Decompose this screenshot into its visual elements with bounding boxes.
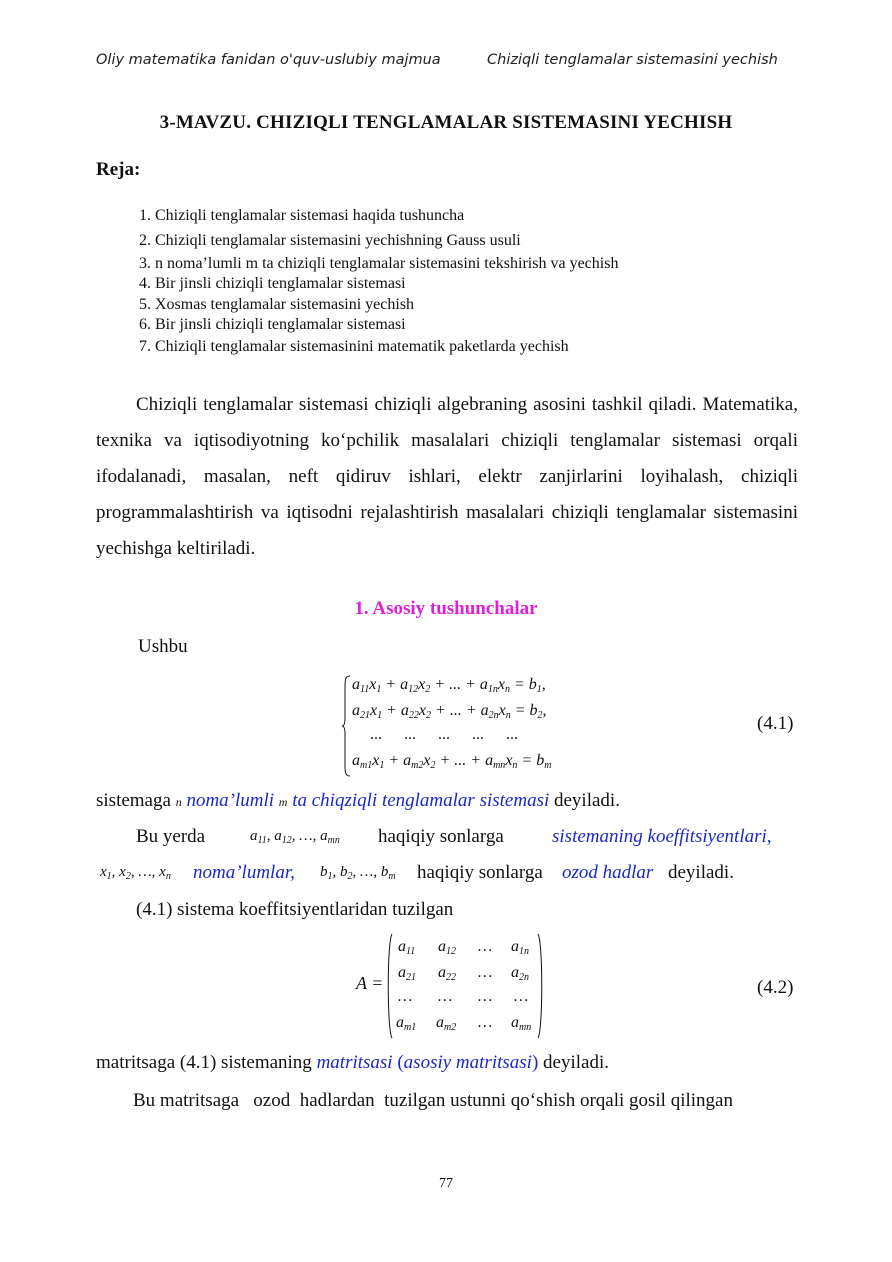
left-brace-icon	[342, 674, 352, 778]
matrix-cell: $a_{mn}$	[511, 1014, 532, 1033]
plan-item-2: 2. Chiziqli tenglamalar sistemasini yechishning Gauss usuli	[139, 232, 521, 249]
equation-system	[342, 672, 572, 776]
running-header-right: Chiziqli tenglamalar sistemasini yechish	[487, 52, 778, 68]
s5-a: matritsaga (4.1) sistemaning	[96, 1052, 317, 1073]
equation-row-2: $a_{21}x_1 + a_{22}x_2$ + ... + $a_{2n}x_n = b_2$,	[352, 702, 547, 721]
s1-n: n	[175, 795, 182, 809]
page-number: 77	[439, 1176, 453, 1191]
free-terms-list: $b_1$, $b_2$, …, $b_m$	[320, 864, 396, 882]
s5-e: )	[531, 1052, 539, 1073]
ushbu-word: Ushbu	[138, 636, 188, 657]
matrix-cell: $a_{21}$	[398, 964, 416, 983]
coefficient-matrix	[356, 932, 556, 1040]
matrix-cell: …	[438, 988, 453, 1005]
s2-b: haqiqiy sonlarga	[378, 826, 504, 847]
matrix-cell: $a_{12}$	[438, 938, 456, 957]
plan-item-4: 4. Bir jinsli chiziqli tenglamalar sistemasi	[139, 275, 406, 292]
coeff-list: $a_{11}$, $a_{12}$, …, $a_{mn}$	[250, 828, 340, 846]
intro-text: Chiziqli tenglamalar sistemasi chiziqli algebraning asosini tashkil qiladi. Matematika, texnika va iqtisodiyotning ko‘pchilik masalalari chiziqli tenglamalar sistemasi orqali ifodalanadi, masalan, neft qidiruv ishlari, elektr zanjirlarini loyihalash, chiziqli programmalashtirish va iqtisodni rejalashtirish masalalari chiziqli tenglamalar sistemasini yechishga keltiriladi.	[96, 394, 798, 559]
s2-a: Bu yerda	[136, 826, 206, 847]
section-title: 1. Asosiy tushunchalar	[354, 598, 538, 619]
running-header-left: Oliy matematika fanidan o'quv-uslubiy majmua	[96, 52, 441, 68]
equation-row-m: $a_{m1}x_1 + a_{m2}x_2$ + ... + $a_{mn}x_n = b_m$	[352, 752, 552, 771]
matrix-cell: $a_{m1}$	[396, 1014, 417, 1033]
s5-f: deyiladi.	[538, 1052, 609, 1073]
chapter-title: 3-MAVZU. CHIZIQLI TENGLAMALAR SISTEMASINI YECHISH	[159, 112, 733, 133]
equation-number-4-2: (4.2)	[757, 977, 794, 998]
equation-row-dots: ... ... ... ... ...	[370, 726, 518, 743]
matrix-cell: …	[514, 988, 529, 1005]
s5-c: (	[392, 1052, 404, 1073]
s3-a: noma’lumlar,	[193, 862, 295, 883]
s1-m: m	[278, 795, 288, 809]
sentence-5	[96, 1052, 609, 1074]
s3-c: ozod hadlar	[562, 862, 654, 883]
s2-c: sistemaning koeffitsiyentlari,	[552, 826, 772, 847]
equation-row-1: $a_{11}x_1 + a_{12}x_2$ + ... + $a_{1n}x_n = b_1$,	[352, 676, 546, 695]
matrix-cell: …	[478, 938, 493, 955]
matrix-cell: $a_{1n}$	[511, 938, 529, 957]
matrix-cell: …	[478, 1014, 493, 1031]
matrix-label: A =	[356, 973, 384, 993]
plan-item-1: 1. Chiziqli tenglamalar sistemasi haqida tushuncha	[139, 207, 465, 224]
matrix-cell: …	[478, 988, 493, 1005]
plan-heading: Reja:	[96, 159, 141, 180]
s1-d: deyiladi.	[549, 790, 620, 811]
s3-b: haqiqiy sonlarga	[417, 862, 543, 883]
equation-number-4-1: (4.1)	[757, 713, 794, 734]
plan-item-5: 5. Xosmas tenglamalar sistemasini yechish	[139, 296, 415, 313]
matrix-cell: $a_{2n}$	[511, 964, 529, 983]
sentence-1	[96, 790, 620, 812]
matrix-cell: $a_{22}$	[438, 964, 456, 983]
plan-item-6: 6. Bir jinsli chiziqli tenglamalar sistemasi	[139, 316, 406, 333]
intro-paragraph	[96, 387, 798, 567]
matrix-cell: …	[478, 964, 493, 981]
matrix-cell: …	[398, 988, 413, 1005]
s1-b: noma’lumli	[181, 790, 279, 811]
s1-a: sistemaga	[96, 790, 176, 811]
sentence-6: Bu matritsaga ozod hadlardan tuzilgan ustunni qo‘shish orqali gosil qilingan	[133, 1090, 733, 1111]
matrix-cell: $a_{11}$	[398, 938, 416, 957]
unknowns-list: $x_1$, $x_2$, …, $x_n$	[100, 864, 171, 882]
s5-b: matritsasi	[316, 1052, 393, 1073]
sentence-4: (4.1) sistema koeffitsiyentlaridan tuzilgan	[136, 899, 454, 920]
s3-d: deyiladi.	[668, 862, 734, 883]
s5-d: asosiy matritsasi	[403, 1052, 532, 1073]
plan-item-3: 3. n noma’lumli m ta chiziqli tenglamalar sistemasini tekshirish va yechish	[139, 255, 619, 272]
plan-item-7: 7. Chiziqli tenglamalar sistemasinini matematik paketlarda yechish	[139, 338, 569, 355]
matrix-cell: $a_{m2}$	[436, 1014, 457, 1033]
s1-c: ta chiqziqli tenglamalar sistemasi	[287, 790, 550, 811]
